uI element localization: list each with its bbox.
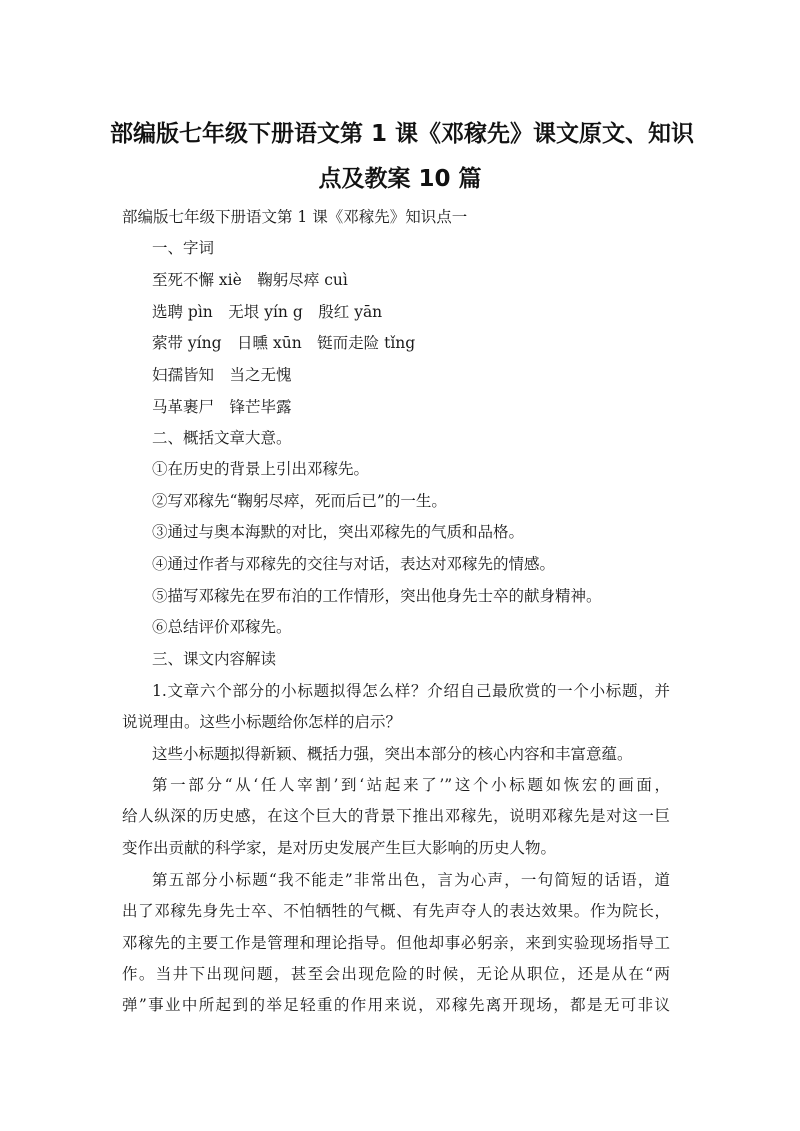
title-line-2: 点及教案 10 篇 xyxy=(318,166,482,192)
summary-item: ①在历史的背景上引出邓稼先。 xyxy=(152,460,370,478)
title-line-1: 部编版七年级下册语文第 1 课《邓稼先》课文原文、知识 xyxy=(110,121,695,147)
summary-item: ⑥总结评价邓稼先。 xyxy=(152,618,292,636)
summary-item: ⑤描写邓稼先在罗布泊的工作情形，突出他身先士卒的献身精神。 xyxy=(152,587,602,605)
summary-item: ②写邓稼先“鞠躬尽瘁，死而后已”的一生。 xyxy=(152,492,447,510)
paragraph-line: 作。当井下出现问题，甚至会出现危险的时候，无论从职位，还是从在“两 xyxy=(122,965,670,983)
paragraph-line: 出了邓稼先身先士卒、不怕牺牲的气概、有先声夺人的表达效果。作为院长， xyxy=(122,902,670,920)
question-line: 说说理由。这些小标题给你怎样的启示？ xyxy=(122,713,402,731)
vocab-line: 萦带 yíng 日曛 xūn 铤而走险 tǐng xyxy=(152,334,416,352)
vocab-line: 马革裹尸 锋芒毕露 xyxy=(152,398,292,416)
section-heading-analysis: 三、课文内容解读 xyxy=(152,650,277,668)
paragraph-line: 这些小标题拟得新颖、概括力强，突出本部分的核心内容和丰富意蕴。 xyxy=(152,745,633,763)
vocab-line: 选聘 pìn 无垠 yín g 殷红 yān xyxy=(152,303,383,321)
document-title xyxy=(110,112,695,202)
paragraph-line: 给人纵深的历史感，在这个巨大的背景下推出邓稼先，说明邓稼先是对这一巨 xyxy=(122,807,670,825)
question-line: 1.文章六个部分的小标题拟得怎么样？介绍自己最欣赏的一个小标题，并 xyxy=(152,682,670,700)
paragraph-line: 第一部分“从‘任人宰割’到‘站起来了’”这个小标题如恢宏的画面， xyxy=(152,776,670,794)
paragraph-line: 邓稼先的主要工作是管理和理论指导。但他却事必躬亲，来到实验现场指导工 xyxy=(122,934,670,952)
paragraph-line: 变作出贡献的科学家，是对历史发展产生巨大影响的历史人物。 xyxy=(122,839,557,857)
section-heading-summary: 二、概括文章大意。 xyxy=(152,429,292,447)
vocab-line: 妇孺皆知 当之无愧 xyxy=(152,366,292,384)
summary-item: ④通过作者与邓稼先的交往与对话，表达对邓稼先的情感。 xyxy=(152,555,556,573)
section-heading-vocab: 一、字词 xyxy=(152,239,215,257)
vocab-line: 至死不懈 xiè 鞠躬尽瘁 cuì xyxy=(152,271,348,289)
subtitle: 部编版七年级下册语文第 1 课《邓稼先》知识点一 xyxy=(122,208,468,226)
summary-item: ③通过与奥本海默的对比，突出邓稼先的气质和品格。 xyxy=(152,523,525,541)
paragraph-line: 弹”事业中所起到的举足轻重的作用来说，邓稼先离开现场，都是无可非议 xyxy=(122,996,670,1014)
paragraph-line: 第五部分小标题“我不能走”非常出色，言为心声，一句简短的话语，道 xyxy=(152,871,670,889)
